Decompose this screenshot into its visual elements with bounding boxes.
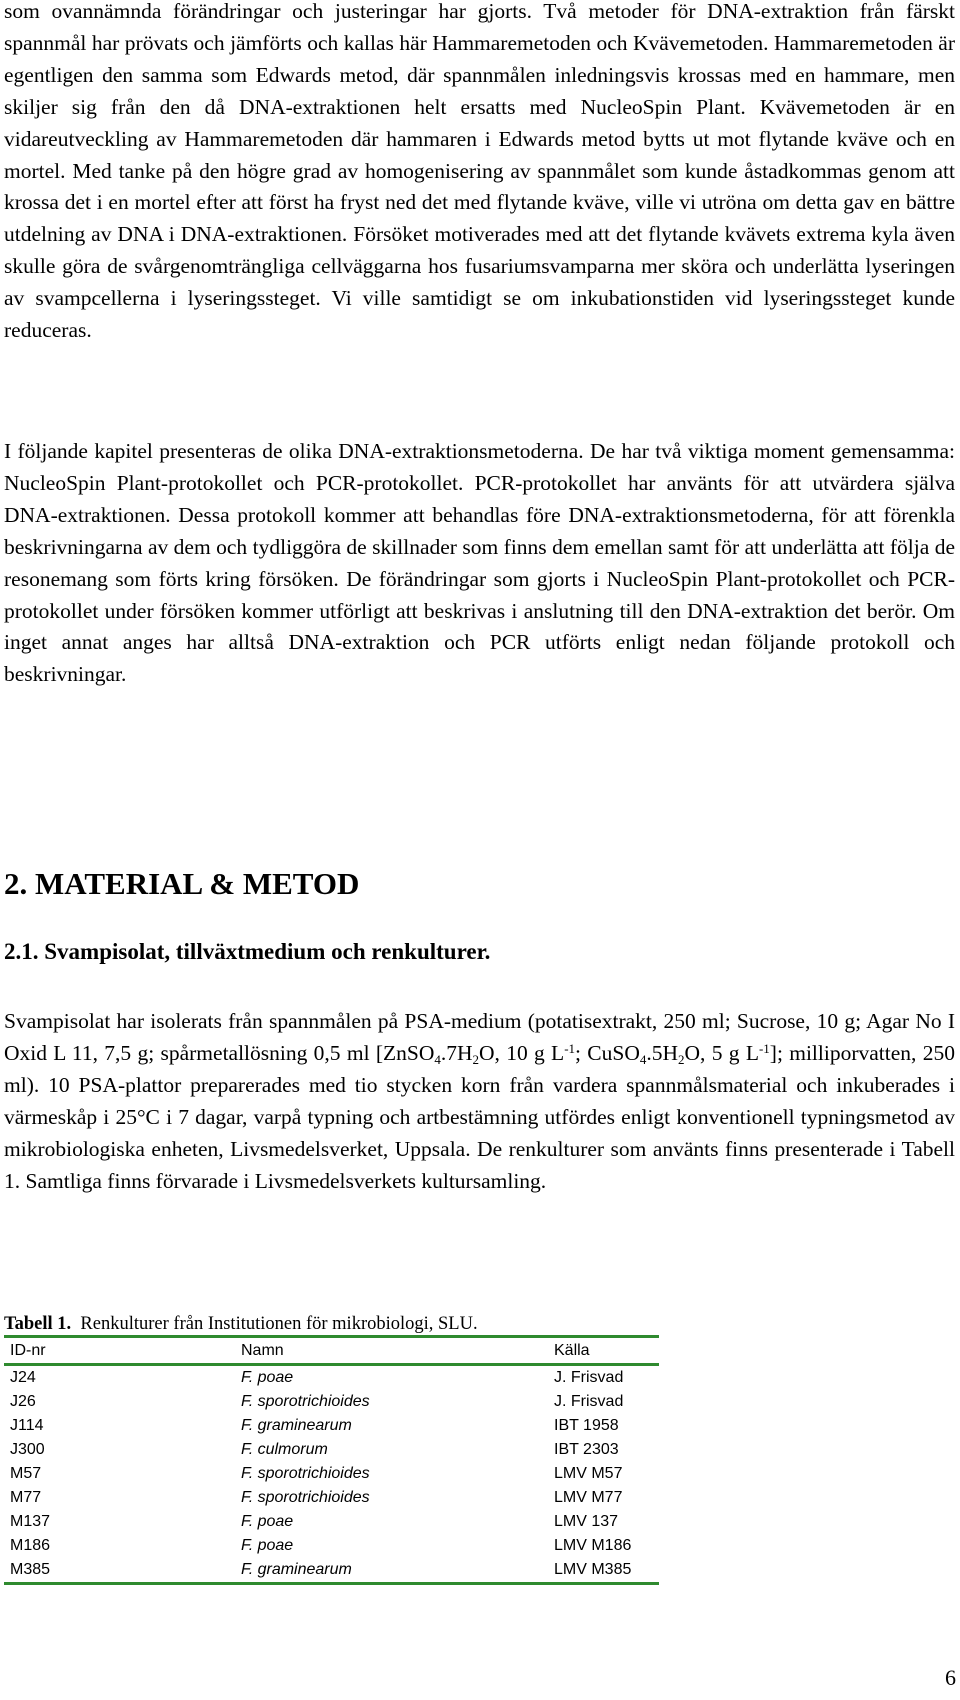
- cell-name: F. poae: [241, 1537, 294, 1554]
- cell-id: J114: [10, 1417, 44, 1434]
- cell-id: M385: [10, 1561, 51, 1578]
- cell-name: F. graminearum: [241, 1561, 352, 1578]
- cell-id: M186: [10, 1537, 51, 1554]
- intro-paragraph: som ovannämnda förändringar och justeringar har gjorts. Två metoder för DNA-extraktion från färskt spannmål har prövats och jämförts och kallas här Hammaremetoden och Kvävemetoden. Hammaremetoden är egentligen den samma som Edwards metod, där spannmålen inledningsvis krossas med en hammare, men skiljer sig från den då DNA-extraktionen helt ersatts med NucleoSpin Plant. Kvävemetoden är en vidareutveckling av Hammaremetoden där hammaren i Edwards metod bytts ut mot flytande kväve och en mortel. Med tanke på den högre grad av homogenisering av spannmålet som kunde åstadkommas genom att krossa det i en mortel efter att först ha fryst ned det med flytande kväve, ville vi utröna om detta gav en bättre utdelning av DNA i DNA-extraktionen. Försöket motiverades med att det flytande kvävets extrema kyla även skulle göra de svårgenomträngliga cellväggarna hos fusariumsvamparna mer sköra och underlätta lyseringen av svampcellerna i lyseringssteget. Vi ville samtidigt se om inkubationstiden vid lyseringssteget kunde reduceras.: [4, 0, 955, 343]
- cell-source: J. Frisvad: [554, 1393, 624, 1410]
- cell-name: F. poae: [241, 1513, 294, 1530]
- table-caption-label: Tabell 1.: [4, 1314, 72, 1334]
- cell-name: F. sporotrichioides: [241, 1465, 370, 1482]
- page-number: 6: [945, 1665, 956, 1690]
- table-row: [4, 1366, 659, 1390]
- cell-name: F. culmorum: [241, 1441, 328, 1458]
- cell-source: IBT 2303: [554, 1441, 619, 1458]
- cell-id: M77: [10, 1489, 42, 1506]
- subsection-heading: 2.1. Svampisolat, tillväxtmedium och renkulturer.: [4, 939, 491, 964]
- table-caption-text: Renkulturer från Institutionen för mikrobiologi, SLU.: [80, 1314, 478, 1334]
- cell-id: J24: [10, 1369, 36, 1386]
- cell-name: F. sporotrichioides: [241, 1489, 370, 1506]
- table-caption: [4, 1314, 478, 1335]
- table-row: [4, 1534, 659, 1558]
- section-heading: 2. MATERIAL & METOD: [4, 866, 360, 901]
- header-name: Namn: [241, 1341, 284, 1359]
- table-bottom-rule: [4, 1582, 659, 1585]
- second-paragraph: I följande kapitel presenteras de olika DNA-extraktionsmetoderna. De har två viktiga moment gemensamma: NucleoSpin Plant-protokollet och PCR-protokollet. PCR-protokollet har använts för att utvärdera själva DNA-extraktionen. Dessa protokoll kommer att behandlas före DNA-extraktionsmetoderna, för att förenkla beskrivningarna av dem och tydliggöra de skillnader som finns dem emellan samt för att underlätta att följa de resonemang som förts kring försöken. De förändringar som gjorts i NucleoSpin Plant-protokollet och PCR-protokollet under försöken kommer utförligt att beskrivas i anslutning till den DNA-extraktion det berör. Om inget annat anges har alltså DNA-extraktion och PCR utförts enligt nedan följande protokoll och beskrivningar.: [4, 439, 955, 687]
- header-source: Källa: [554, 1341, 590, 1359]
- table-row: [4, 1486, 659, 1510]
- table-row: [4, 1390, 659, 1414]
- cell-id: M57: [10, 1465, 42, 1482]
- table-row: [4, 1414, 659, 1438]
- table-body: [4, 1366, 659, 1582]
- cell-name: F. poae: [241, 1369, 294, 1386]
- table-row: [4, 1558, 659, 1582]
- cell-source: J. Frisvad: [554, 1369, 624, 1386]
- cell-source: IBT 1958: [554, 1417, 619, 1434]
- cell-source: LMV 137: [554, 1513, 619, 1530]
- cell-source: LMV M186: [554, 1537, 632, 1554]
- header-id: ID-nr: [10, 1341, 46, 1359]
- methods-paragraph: Svampisolat har isolerats från spannmålen på PSA-medium (potatisextrakt, 250 ml; Sucrose, 10 g; Agar No I Oxid L 11, 7,5 g; spårmetallösning 0,5 ml [$ZnSO_4.7H_2O$, 10 g $L^{-1}$; $CuSO_4.5H_2O$, 5 g $L^{-1}$]; milliporvatten, 250 ml). 10 PSA-plattor preparerades med tio stycken korn från vardera spannmålsmaterial och inkuberades i värmeskåp i 25°C i 7 dagar, varpå typning och artbestämning utfördes enligt konventionell typningsmetod av mikrobiologiska enheten, Livsmedelsverket, Uppsala. De renkulturer som använts finns presenterade i Tabell 1. Samtliga finns förvarade i Livsmedelsverkets kultursamling.: [4, 1009, 955, 1193]
- table-header-row: [4, 1338, 659, 1363]
- table-row: [4, 1510, 659, 1534]
- cell-source: LMV M57: [554, 1465, 623, 1482]
- culture-table: [4, 1335, 659, 1585]
- cell-name: F. graminearum: [241, 1417, 352, 1434]
- cell-id: J300: [10, 1441, 45, 1458]
- table-row: [4, 1462, 659, 1486]
- cell-name: F. sporotrichioides: [241, 1393, 370, 1410]
- table-row: [4, 1438, 659, 1462]
- cell-source: LMV M77: [554, 1489, 623, 1506]
- cell-id: J26: [10, 1393, 36, 1410]
- cell-source: LMV M385: [554, 1561, 632, 1578]
- cell-id: M137: [10, 1513, 51, 1530]
